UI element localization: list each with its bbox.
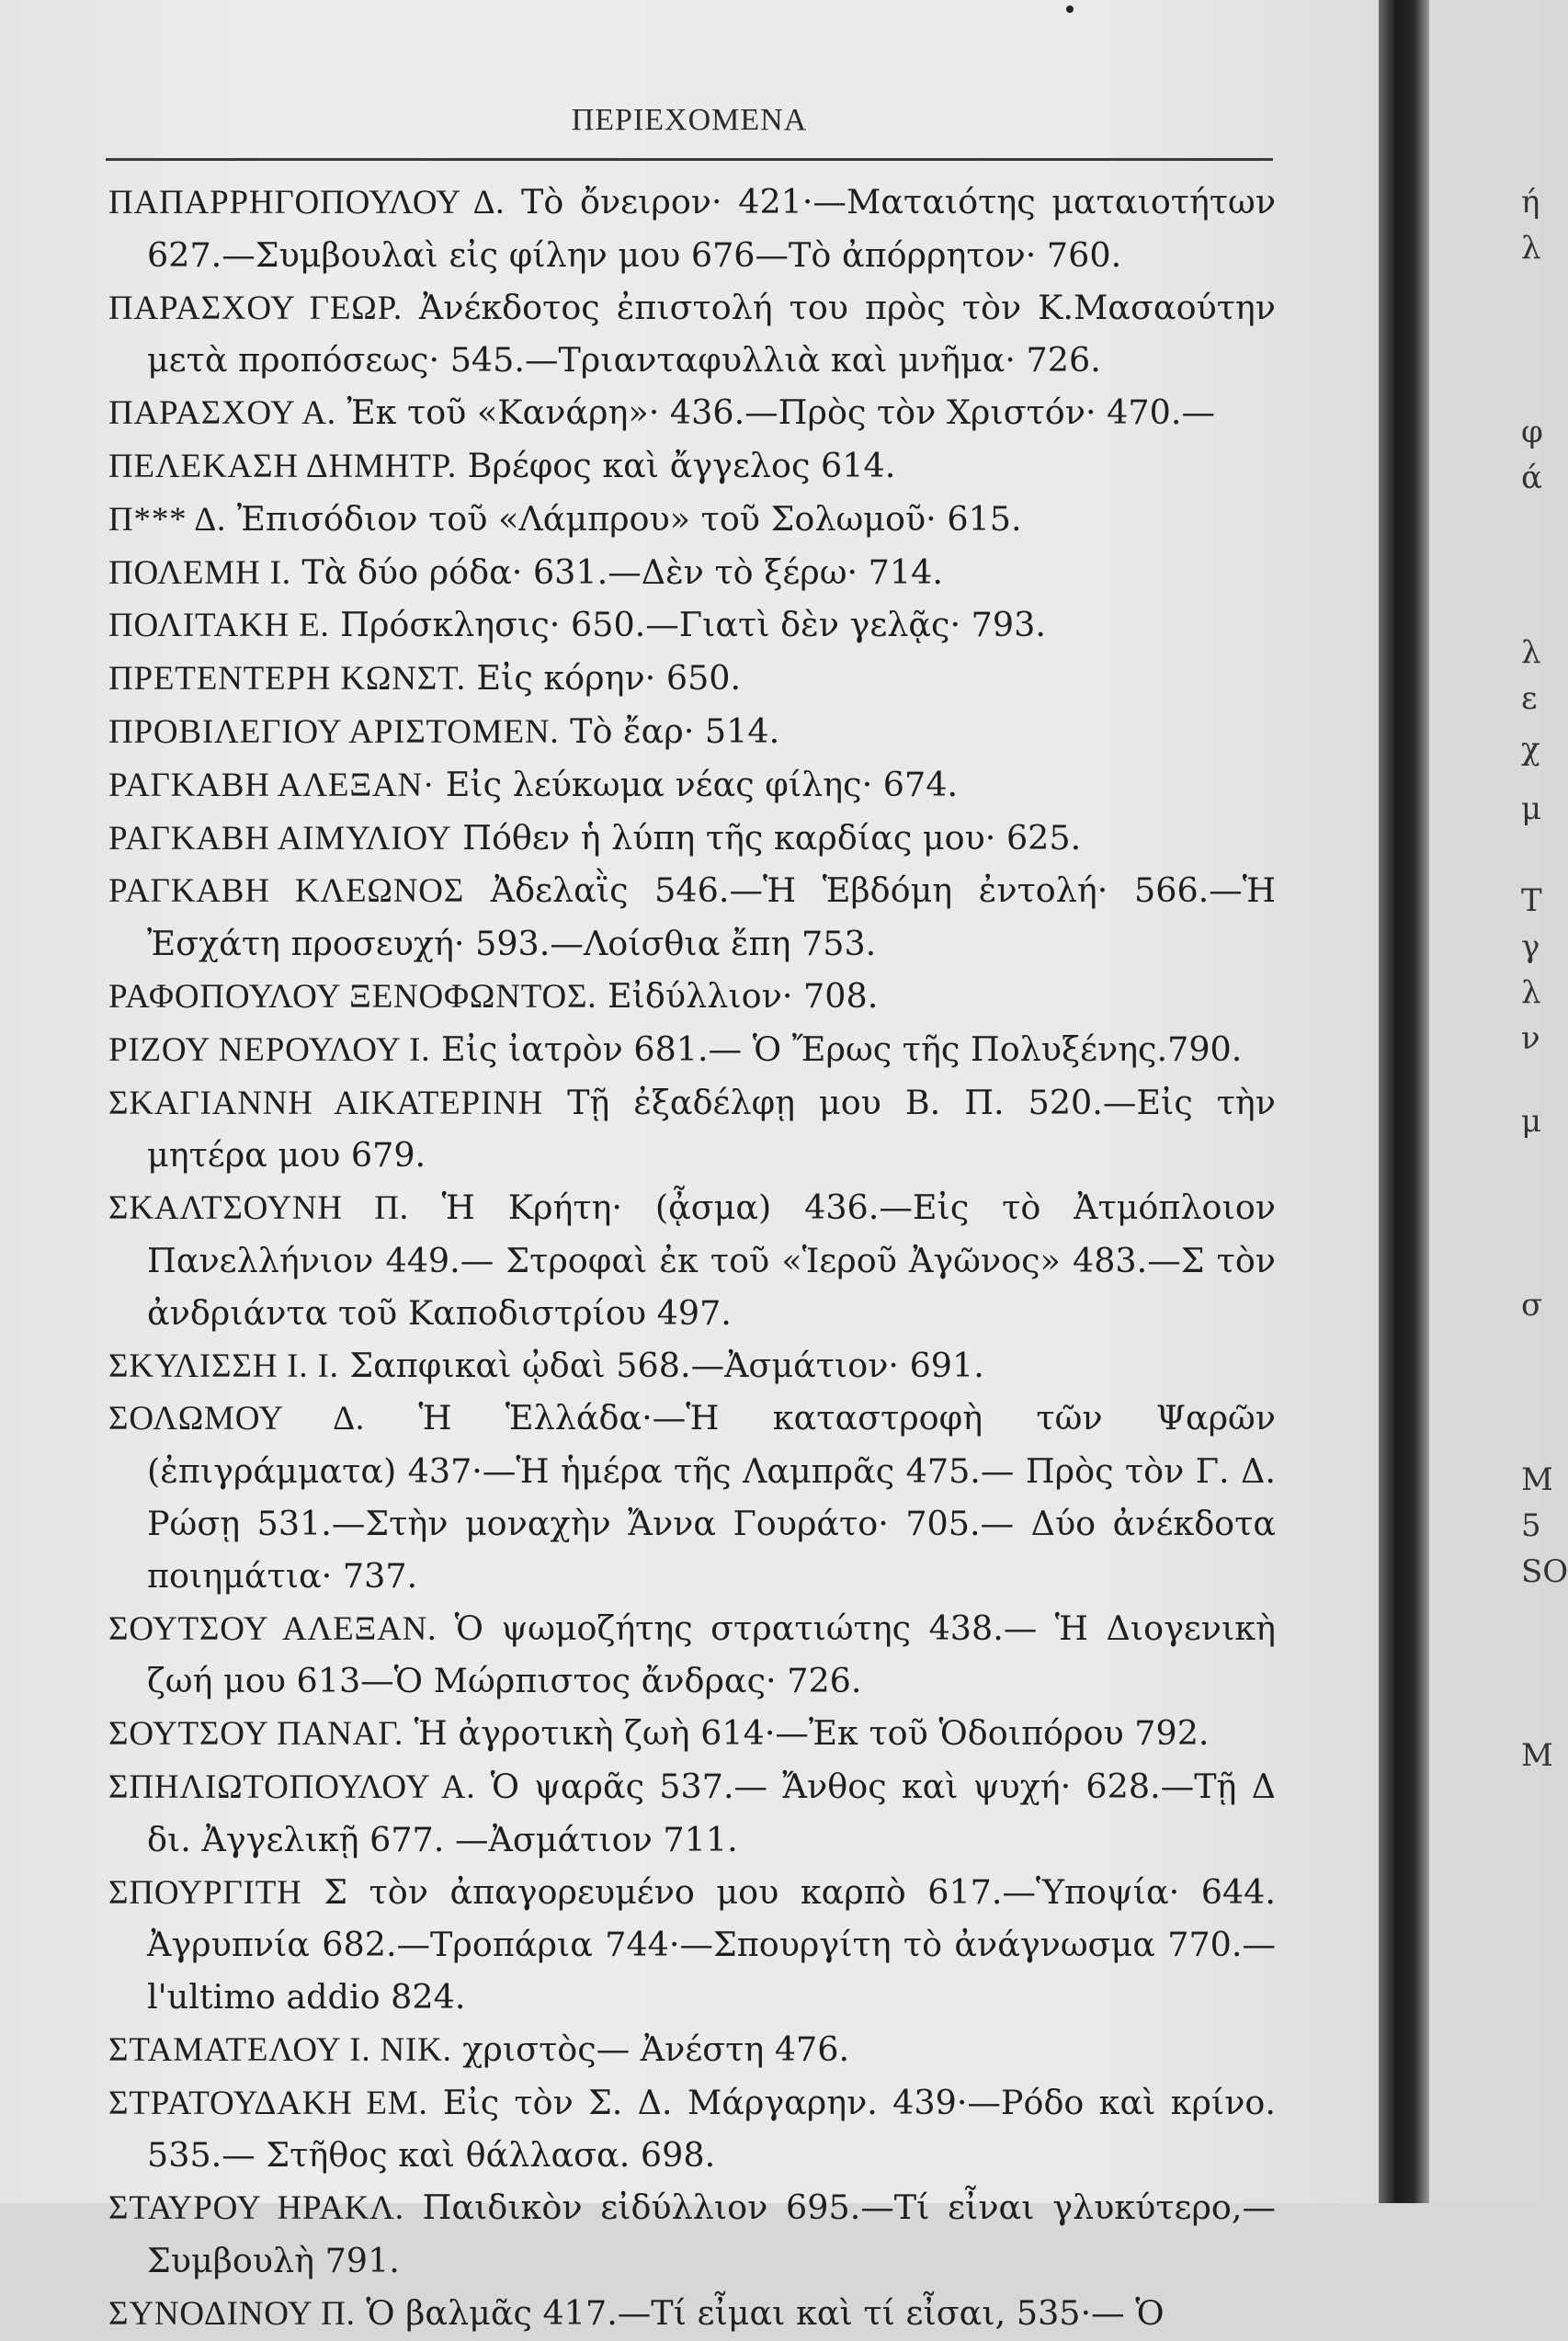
entry-titles: Ἐκ τοῦ «Κανάρη»· 436.—Πρὸς τὸν Χριστόν· 470.— (347, 392, 1215, 433)
entry-titles: Πόθεν ἡ λύπη τῆς καρδίας μου· 625. (462, 817, 1082, 858)
facing-page-fragment: Μ (1521, 1461, 1553, 1498)
facing-page-fragment: SO (1521, 1553, 1568, 1590)
entry-titles: Πρόσκλησις· 650.—Γιατὶ δὲν γελᾷς· 793. (340, 605, 1046, 645)
facing-page-fragment: ν (1521, 1020, 1540, 1057)
table-of-contents-list (108, 176, 1276, 2341)
entry-author: ΣΟΛΩΜΟΥ Δ. (108, 1400, 365, 1438)
entry-titles: Τῇ ἐξαδέλφῃ μου Β. Π. 520.—Εἰς τὴν μητέρα μου 679. (147, 1082, 1276, 1176)
entry-titles: Εἰς λεύκωμα νέας φίλης· 674. (445, 764, 959, 804)
facing-page-fragment: ή (1521, 184, 1540, 221)
entry-author: ΠΑΡΑΣΧΟΥ Α. (108, 394, 336, 433)
toc-entry (108, 2077, 1276, 2183)
entry-titles: Σ τὸν ἀπαγορευμένο μου καρπὸ 617.—Ὑποψία· 644. Ἀγρυπνία 682.—Τροπάρια 744·—Σπουργίτη τὸ ἀνάγνωσμα 770.— l'ultimo addio 824. (147, 1871, 1277, 2017)
entry-titles: Βρέφος καὶ ἄγγελος 614. (467, 445, 896, 485)
toc-entry (108, 2182, 1276, 2288)
toc-entry (108, 1867, 1276, 2024)
facing-page-fragment: μ (1521, 790, 1542, 827)
entry-author: ΡΑΓΚΑΒΗ ΑΛΕΞΑΝ· (108, 766, 436, 804)
facing-page-fragment: σ (1521, 1287, 1543, 1324)
entry-titles: Εἰδύλλιον· 708. (607, 975, 879, 1016)
entry-author: ΣΚΑΓΙΑΝΝΗ ΑΙΚΑΤΕΡΙΝΗ (108, 1084, 544, 1122)
toc-entry (108, 813, 1276, 866)
entry-author: ΠΕΛΕΚΑΣΗ ΔΗΜΗΤΡ. (108, 447, 457, 485)
entry-titles: Ἀδελαῒς 546.—Ἡ Ἑβδόμη ἐντολή· 566.—Ἡ Ἐσχάτη προσευχή· 593.—Λοίσθια ἔπη 753. (147, 870, 1276, 964)
facing-page-fragment: λ (1521, 974, 1541, 1011)
toc-entry (108, 1392, 1276, 1602)
entry-titles: Εἰς τὸν Σ. Δ. Μάργαρην. 439·—Ρόδο καὶ κρίνο. 535.— Στῆθος καὶ θάλλασα. 698. (147, 2082, 1276, 2176)
entry-titles: Ἐπισόδιον τοῦ «Λάμπρου» τοῦ Σολωμοῦ· 615. (236, 498, 1022, 539)
entry-author: ΡΙΖΟΥ ΝΕΡΟΥΛΟΥ Ι. (108, 1030, 431, 1069)
facing-page-fragment: γ (1521, 928, 1540, 965)
entry-titles: Ἡ Κρήτη· (ᾆσμα) 436.—Εἰς τὸ Ἀτμόπλοιον Πανελλήνιον 449.— Στροφαὶ ἐκ τοῦ «Ἱεροῦ Ἀγῶνος» 483.—Σ τὸν ἀνδριάντα τοῦ Καποδιστρίου 497. (147, 1188, 1276, 1333)
entry-author: ΣΤΡΑΤΟΥΔΑΚΗ ΕΜ. (108, 2084, 428, 2122)
entry-titles: Ἡ Ἑλλάδα·—Ἡ καταστροφὴ τῶν Ψαρῶν (ἐπιγράμματα) 437·—Ἡ ἡμέρα τῆς Λαμπρᾶς 475.— Πρὸς τὸν Γ. Δ. Ρώσῃ 531.—Στὴν μοναχὴν Ἄννα Γουράτο· 705.— Δύο ἀνέκδοτα ποιημάτια· 737. (147, 1398, 1276, 1596)
toc-entry (108, 1024, 1276, 1077)
toc-entry (108, 547, 1276, 600)
entry-author: ΣΟΥΤΣΟΥ ΠΑΝΑΓ. (108, 1715, 404, 1754)
entry-titles: Ὁ ψαρᾶς 537.— Ἄνθος καὶ ψυχή· 628.—Τῇ Δ δι. Ἀγγελικῇ 677. —Ἀσμάτιον 711. (147, 1766, 1276, 1859)
entry-titles: Τὰ δύο ρόδα· 631.—Δὲν τὸ ξέρω· 714. (301, 551, 943, 592)
facing-page-fragment: φ (1521, 414, 1543, 450)
toc-entry (108, 1603, 1276, 1709)
entry-author: ΣΥΝΟΔΙΝΟΥ Π. (108, 2294, 356, 2333)
toc-entry (108, 282, 1276, 388)
facing-page-fragment: ά (1521, 460, 1542, 496)
facing-page-fragment: Μ (1521, 1737, 1553, 1774)
entry-author: ΠΑΡΑΣΧΟΥ ΓΕΩΡ. (108, 289, 403, 327)
toc-entry (108, 599, 1276, 653)
entry-author: ΣΚΥΛΙΣΣΗ Ι. Ι. (108, 1347, 339, 1385)
facing-page-fragment: Τ (1521, 882, 1542, 919)
facing-page-fragment: χ (1521, 731, 1540, 767)
entry-author: ΣΚΑΛΤΣΟΥΝΗ Π. (108, 1189, 409, 1228)
entry-titles: Τὸ ἔαρ· 514. (570, 710, 780, 751)
toc-entry (108, 1182, 1276, 1339)
entry-author: ΠΟΛΕΜΗ Ι. (108, 553, 291, 592)
toc-entry (108, 2288, 1276, 2341)
toc-entry (108, 494, 1276, 547)
header-rule (106, 158, 1273, 161)
entry-titles: Ὁ βαλμᾶς 417.—Τί εἶμαι καὶ τί εἶσαι, 535·— Ὁ (366, 2292, 1165, 2333)
entry-titles: Εἰς ἰατρὸν 681.— Ὁ Ἔρως τῆς Πολυξένης.790. (440, 1028, 1243, 1069)
toc-entry (108, 1340, 1276, 1393)
entry-titles: Εἰς κόρην· 650. (476, 658, 742, 699)
entry-author: ΡΑΓΚΑΒΗ ΑΙΜΥΛΙΟΥ (108, 819, 452, 858)
entry-author: ΣΠΟΥΡΓΙΤΗ (108, 1873, 302, 1912)
book-gutter (1379, 0, 1429, 2203)
entry-author: ΡΑΦΟΠΟΥΛΟΥ ΞΕΝΟΦΩΝΤΟΣ. (108, 977, 597, 1016)
facing-page-fragment: λ (1521, 230, 1541, 267)
page-header-title: ΠΕΡΙΕΧΟΜΕΝΑ (571, 103, 808, 137)
toc-entry (108, 1077, 1276, 1183)
toc-entry (108, 2024, 1276, 2077)
entry-author: ΠΑΠΑΡΡΗΓΟΠΟΥΛΟΥ Δ. (108, 184, 506, 222)
entry-author: ΣΟΥΤΣΟΥ ΑΛΕΞΑΝ. (108, 1609, 437, 1648)
toc-entry (108, 176, 1276, 282)
entry-titles: Ἡ ἀγροτικὴ ζωὴ 614·—Ἐκ τοῦ Ὁδοιπόρου 792. (414, 1713, 1210, 1754)
toc-entry (108, 706, 1276, 759)
facing-page-fragment: μ (1521, 1103, 1542, 1140)
entry-author: ΣΤΑΥΡΟΥ ΗΡΑΚΛ. (108, 2189, 404, 2228)
ink-spot (1066, 6, 1074, 13)
toc-entry (108, 1761, 1276, 1867)
facing-page-fragment: 5 (1521, 1507, 1541, 1544)
toc-entry (108, 759, 1276, 813)
entry-author: ΣΠΗΛΙΩΤΟΠΟΥΛΟΥ Α. (108, 1767, 476, 1806)
toc-entry (108, 387, 1276, 440)
toc-entry (108, 971, 1276, 1024)
entry-author: ΡΑΓΚΑΒΗ ΚΛΕΩΝΟΣ (108, 872, 465, 911)
toc-entry (108, 653, 1276, 706)
entry-titles: Ὁ ψωμοζήτης στρατιώτης 438.— Ἡ Διογενικὴ ζωή μου 613—Ὁ Μώρπιστος ἄνδρας· 726. (147, 1608, 1276, 1701)
facing-page-fragment: ε (1521, 680, 1538, 717)
entry-titles: Τὸ ὄνειρον· 421·—Ματαιότης ματαιοτήτων 627.—Συμβουλαὶ εἰς φίλην μου 676—Τὸ ἀπόρρητον· 760. (147, 182, 1277, 275)
toc-entry (108, 440, 1276, 494)
entry-titles: Ἀνέκδοτος ἐπιστολή του πρὸς τὸν Κ.Μασαούτην μετὰ προπόσεως· 545.—Τριανταφυλλιὰ καὶ μνῆμα· 726. (147, 287, 1276, 381)
facing-page-edge (1429, 0, 1568, 2203)
entry-author: ΠΡΕΤΕΝΤΕΡΗ ΚΩΝΣΤ. (108, 660, 466, 699)
entry-author: ΠΟΛΙΤΑΚΗ Ε. (108, 607, 330, 645)
entry-titles: χριστὸς— Ἀνέστη 476. (462, 2028, 850, 2069)
facing-page-fragment: λ (1521, 634, 1541, 671)
toc-entry (108, 1708, 1276, 1761)
entry-author: Π*** Δ. (108, 500, 227, 539)
entry-author: ΣΤΑΜΑΤΕΛΟΥ Ι. ΝΙΚ. (108, 2030, 452, 2069)
entry-titles: Παιδικὸν εἰδύλλιον 695.—Τί εἶναι γλυκύτερο,— Συμβουλὴ 791. (147, 2188, 1276, 2281)
toc-entry (108, 865, 1276, 971)
entry-titles: Σαπφικαὶ ᾠδαὶ 568.—Ἀσμάτιον· 691. (349, 1345, 984, 1385)
entry-author: ΠΡΟΒΙΛΕΓΙΟΥ ΑΡΙΣΤΟΜΕΝ. (108, 712, 560, 751)
